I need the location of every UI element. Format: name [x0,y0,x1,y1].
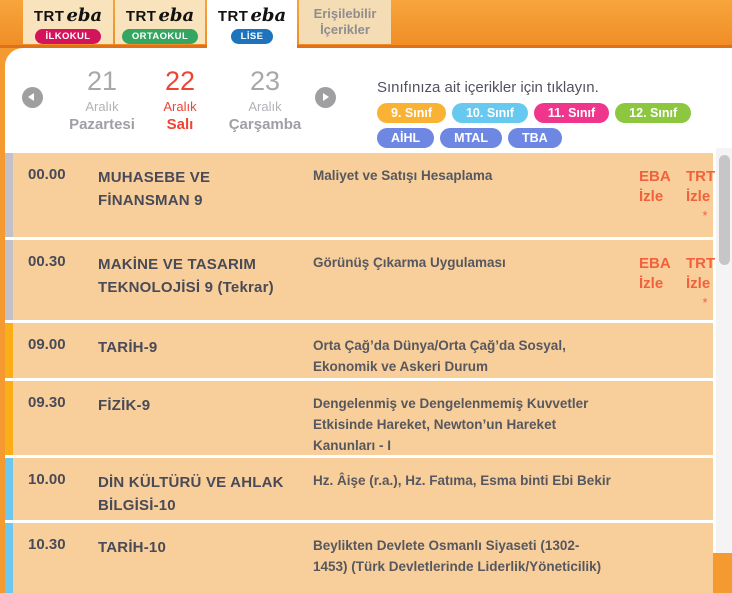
row-topic: Beylikten Devlete Osmanlı Siyaseti (1302-1453) (Türk Devletlerinde Liderlik/Yöneticilik) [313,538,602,574]
trt-eba-logo: TRT eba [33,5,103,26]
eba-izle-link[interactable]: EBA İzle [639,255,671,293]
chip-aihl[interactable]: AİHL [377,128,434,148]
next-day-button[interactable] [315,87,336,108]
chevron-right-icon [323,93,329,101]
day-month: Aralık [248,99,282,114]
top-header [0,0,732,48]
day-weekday: Çarşamba [228,116,302,133]
trt-eba-logo: TRT eba [125,5,195,26]
day-month: Aralık [85,99,119,114]
row-topic: Görünüş Çıkarma Uygulaması [313,255,506,270]
day-number: 22 [164,66,196,96]
row-course: TARİH-10 [98,539,166,556]
row-topic: Dengelenmiş ve Dengelenmemiş Kuvvetler Etkisinde Hareket, Newton’un Hareket Kanunları - I [313,396,589,453]
row-time: 00.00 [28,166,66,183]
eba-izle-link[interactable]: EBA İzle [639,168,671,206]
row-course: FİZİK-9 [98,397,151,414]
row-links [639,254,724,309]
scrollbar-track[interactable] [716,148,732,553]
tab-erisilebilir-icerikler[interactable] [299,0,391,44]
tab-label: Erişilebilir İçerikler [313,5,377,37]
footnote-asterisk: * [702,294,708,310]
chip-10-sinif[interactable]: 10. Sınıf [452,103,528,123]
chip-11-sinif[interactable]: 11. Sınıf [534,103,609,123]
footnote-asterisk: * [702,207,708,223]
tab-ilkokul[interactable] [23,0,113,44]
schedule-row [5,458,713,520]
row-links [639,167,724,222]
lise-badge: LİSE [231,29,274,44]
row-topic: Hz. Âişe (r.a.), Hz. Fatıma, Esma binti Ebi Bekir [313,473,611,488]
channel-tabs [23,0,391,51]
schedule-row [5,240,716,320]
filter-prompt: Sınıfınıza ait içerikler için tıklayın. [377,79,599,96]
day-number: 21 [86,66,118,96]
day-number: 23 [249,66,281,96]
row-time: 10.00 [28,471,66,488]
row-time: 00.30 [28,253,66,270]
chip-mtal[interactable]: MTAL [440,128,502,148]
scrollbar-thumb[interactable] [719,155,730,265]
day-month: Aralık [163,99,197,114]
schedule-row [5,323,713,378]
day-item-21[interactable] [60,68,144,133]
day-weekday: Salı [166,116,194,133]
row-course: MAKİNE VE TASARIM TEKNOLOJİSİ 9 (Tekrar) [98,256,274,297]
row-course: TARİH-9 [98,339,158,356]
day-item-23[interactable] [223,68,307,133]
tab-ortaokul[interactable] [115,0,205,44]
day-weekday: Pazartesi [69,116,135,133]
chevron-left-icon [28,93,34,101]
row-course: DİN KÜLTÜRÜ VE AHLAK BİLGİSİ-10 [98,474,284,515]
row-time: 09.00 [28,336,66,353]
trt-eba-logo: TRT eba [217,5,287,26]
chip-9-sinif[interactable]: 9. Sınıf [377,103,446,123]
class-filter-chips [377,103,727,148]
ilkokul-badge: İLKOKUL [35,29,100,44]
schedule-row [5,381,713,455]
day-item-22-selected[interactable] [138,68,222,133]
trt-izle-link[interactable]: TRT İzle [686,255,716,293]
row-time: 09.30 [28,394,66,411]
schedule-row [5,523,713,593]
row-time: 10.30 [28,536,66,553]
chip-tba[interactable]: TBA [508,128,562,148]
schedule-row [5,153,716,237]
chip-12-sinif[interactable]: 12. Sınıf [615,103,691,123]
row-topic: Maliyet ve Satışı Hesaplama [313,168,493,183]
prev-day-button[interactable] [22,87,43,108]
row-topic: Orta Çağ’da Dünya/Orta Çağ’da Sosyal, Ekonomik ve Askeri Durum [313,338,566,374]
ortaokul-badge: ORTAOKUL [122,29,198,44]
tab-lise[interactable] [207,0,297,51]
trt-izle-link[interactable]: TRT İzle [686,168,716,206]
row-course: MUHASEBE VE FİNANSMAN 9 [98,169,211,210]
